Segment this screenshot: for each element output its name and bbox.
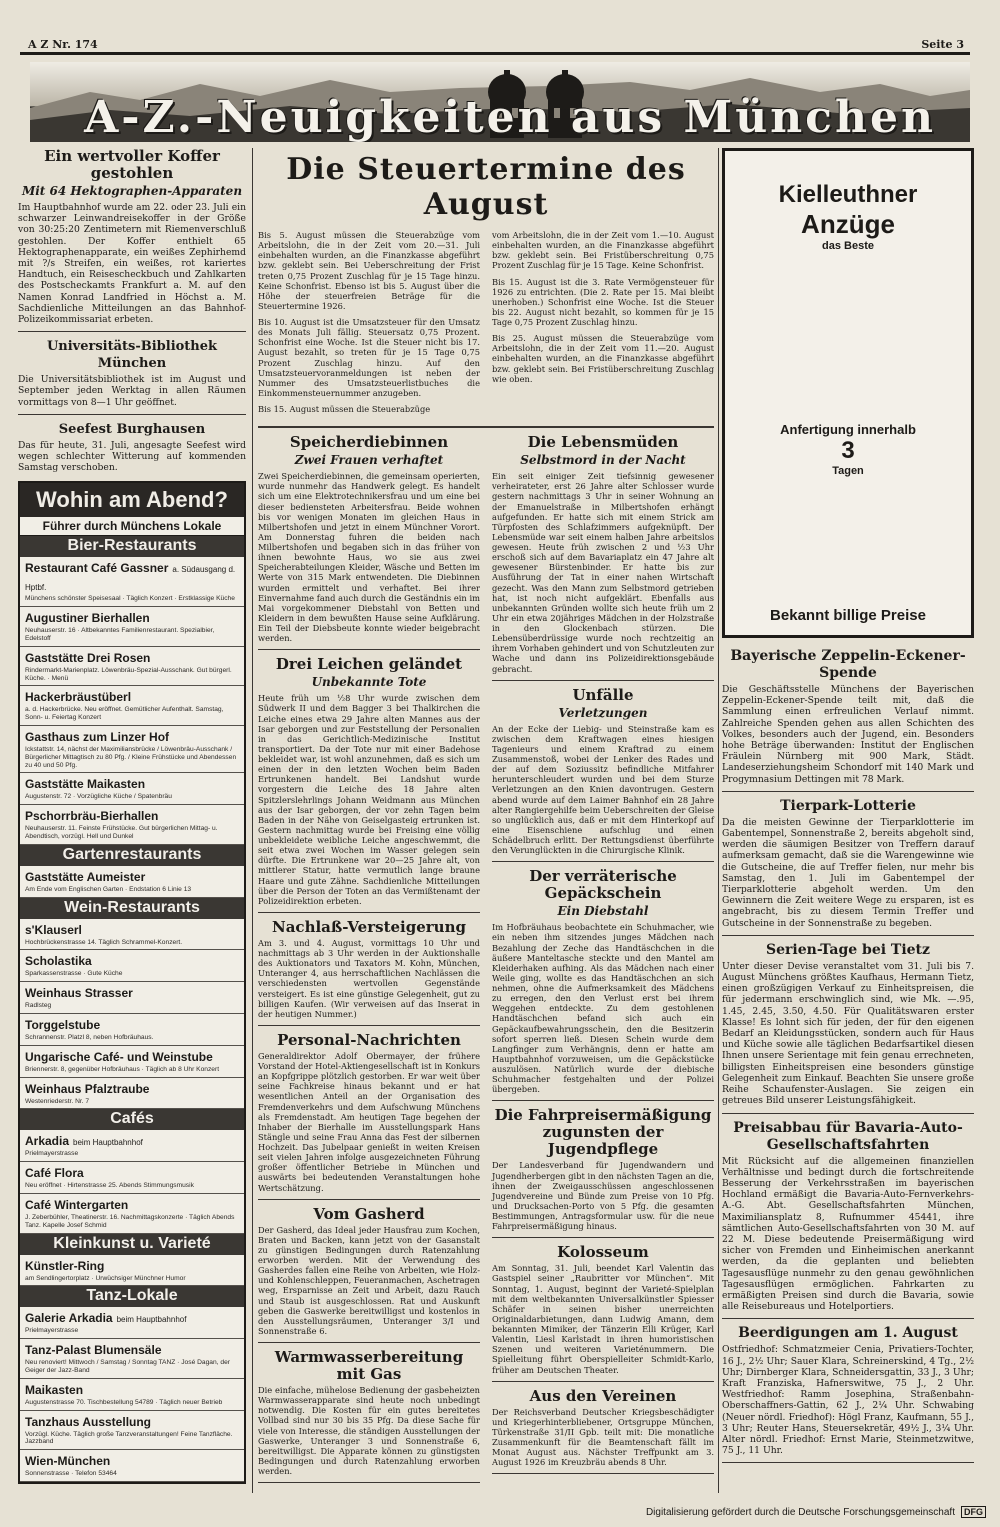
divider: [492, 1237, 714, 1238]
article: [258, 1206, 480, 1343]
credit-text: Digitalisierung gefördert durch die Deutsche Forschungsgemeinschaft: [645, 1507, 955, 1518]
lead-article-body: [258, 230, 714, 420]
ad-days-label: Tagen: [832, 465, 864, 477]
venue-listing: [20, 1194, 244, 1234]
venue-name: Gaststätte Aumeister: [25, 869, 146, 884]
article-text: Das für heute, 31. Juli, angesagte Seefest wird wegen schlechter Witterung auf kommenden Samstag verschoben.: [18, 439, 246, 474]
venue-details: Westenriederstr. Nr. 7: [25, 1097, 90, 1105]
article: [18, 338, 246, 408]
divider: [492, 1381, 714, 1382]
venue-name: Arkadia: [25, 1134, 70, 1149]
divider: [18, 414, 246, 415]
venue-listing: [20, 1411, 244, 1451]
article: [492, 1107, 714, 1238]
venue-listing: [20, 982, 244, 1014]
article-subtitle: Ein Diebstahl: [557, 904, 649, 919]
article-title: Kolosseum: [557, 1243, 649, 1262]
venue-details: J. Zeberbühler, Theatinerstr. 16. Nachmittagskonzerte · Täglich Abends Tanz. Kapelle Josef Schmid: [25, 1213, 235, 1229]
article-title: Die Fahrpreisermäßigung zugunsten der Jugendpflege: [494, 1106, 712, 1159]
venue-details: Sparkassenstrasse · Gute Küche: [25, 970, 123, 978]
venue-details: Rindermarkt-Marienplatz. Löwenbräu-Spezial-Ausschank. Gut bürgerl. Küche. · Menü: [25, 666, 232, 682]
divider: [722, 1462, 974, 1463]
venue-listing: [20, 1379, 244, 1411]
venue-name: Tanzhaus Ausstellung: [25, 1414, 152, 1429]
venue-name: Ungarische Café- und Weinstube: [25, 1049, 213, 1064]
divider: [258, 1342, 480, 1343]
article-text: Bis 5. August müssen die Steuerabzüge vom Arbeitslohn, die in der Zeit vom 20.—31. Juli einbehalten wurden, an die Finanzkasse abgeführt bzw. geklebt sein. Bei Ueberschreitung der Frist treten 0,75 Prozent Zuschlag für je 15 Tage hinzu. Keine Schonfrist. Ebenso ist bis 5. August über die Höhe der steuerfreien Beträge für die Steuertermine 1926.: [258, 230, 480, 311]
venue-name: Galerie Arkadia: [25, 1311, 113, 1326]
article-text: Mit Rücksicht auf die allgemeinen finanziellen Verhältnisse und bedingt durch die fortschreitende Besserung der Verkehrsstraßen im bayerischen Hochland ermäßigt die Bavaria-Auto-Fernverkehrs-A.-G. Abt. Gesellschaftsfahrten München, Maximiliansplatz 8, Rufnummer 45441, ihre sämtlichen Auto-Gesellschaftsfahrten von 30 M. auf 22 M. Diese bedeutende Preisermäßigung wird sicher von Fremden und Einheimischen anerkannt werden, da die geplanten und beliebten Tagesausflüge nunmehr zu den genau gewöhnlichen Tagesausflügen ermöglichen. Fahrkarten zu ermäßigten Preisen sind durch die Bavaria, sowie alle Reisebureaus und Hotelportiers.: [722, 1155, 974, 1313]
issue-number: A Z Nr. 174: [28, 38, 98, 51]
divider: [258, 912, 480, 913]
ad-headline: Wohin am Abend?: [20, 483, 244, 517]
article: [722, 1325, 974, 1463]
venue-name: Tanz-Palast Blumensäle: [25, 1343, 162, 1358]
venue-details: Neu eröffnet · Hirtenstrasse 25. Abends Stimmungsmusik: [25, 1182, 194, 1190]
venue-name: s'Klauserl: [25, 922, 82, 937]
venue-name: Restaurant Café Gassner: [25, 561, 169, 576]
article-title: Serien-Tage bei Tietz: [766, 941, 930, 958]
article: [258, 1349, 480, 1483]
venue-listing: [20, 557, 244, 607]
article-text: Im Hofbräuhaus beobachtete ein Schuhmacher, wie ein neben ihm sitzendes junges Mädchen nach Bezahlung der Zeche das Handtäschchen in die äußere Manteltasche steckte und den Mantel am Kleiderhaken aufhing. Als das Mädchen nach einer Weile ging, wollte es das Handtäschchen an sich nehmen, ohne die Aufmerksamkeit des Mädchens zu erregen, den den Verlust erst bei ihrem Weggehen entdeckte. Zu dem gestohlenen Handtäschchen befand sich auch ein Gepäckaufbewahrungsschein, den die Besitzerin sofort sperren ließ. Diesen Schein wurde dem Langfinger zum Verhängnis, denn er hatte am Hauptbahnhof vorzuweisen, um die Gepäckstücke auszulösen. Natürlich wurde der diebische Schuhmacher festgehalten und der Polizei übergeben.: [492, 922, 714, 1095]
right-articles: [722, 648, 974, 1463]
divider: [492, 680, 714, 681]
venue-name: Gaststätte Drei Rosen: [25, 650, 151, 665]
article: [492, 1244, 714, 1381]
article-text: Bis 15. August ist die 3. Rate Vermögensteuer für 1926 zu entrichten. (Die 2. Rate per 15. Mai bleibt unerhoben.) Schonfrist eine Woche. Ist die Steuer bis 22. August nicht bezahlt, so kommen für je 15 Tage 0,75 Prozent Zuschlag hinzu.: [492, 276, 714, 327]
venue-listing: [20, 1255, 244, 1287]
ad-price-claim: Bekannt billige Preise: [770, 607, 926, 624]
divider: [722, 1113, 974, 1114]
article-subtitle: Selbstmord in der Nacht: [520, 453, 686, 468]
divider: [18, 331, 246, 332]
ad-section-header: Gartenrestaurants: [20, 845, 244, 866]
article: [258, 434, 480, 650]
venue-details: Hochbrückenstrasse 14. Täglich Schrammel-Konzert.: [25, 938, 183, 946]
header-rule: [20, 52, 970, 55]
venue-location: beim Hauptbahnhof: [116, 1315, 187, 1325]
column-left: [18, 148, 246, 1484]
digitization-credit: [646, 1506, 986, 1518]
article-text: Bis 10. August ist die Umsatzsteuer für den Umsatz des Monats Juli fällig. Steuersatz 0,75 Prozent. Schonfrist eine Woche. Ist die Steuer nicht bis 17. August bezahlt, so treten für je 15 Tage 0,75 Prozent Zuschlag hinzu. Auf den Umsatzsteuervoranmeldungen ist neben der Nummer des Umsatzsteuerlistbuches die Einkommensteuernummer anzugeben.: [258, 317, 480, 398]
venue-listing: [20, 919, 244, 951]
article-subtitle: Zwei Frauen verhaftet: [294, 453, 444, 468]
column-divider: [252, 148, 253, 1493]
article-text: Da die meisten Gewinne der Tierparklotterie im Gabentempel, Sonnenstraße 2, bereits abgeholt sind, werden die säumigen Besitzer von Treffern darauf aufmerksam gemacht, daß sie die Warengewinne wie die Gutscheine, die auf Treffer fielen, nur mehr bis Samstag, den 1. Juli im Gabentempel der Tierparklotterie abgeholt werden. Um den Gewinnern die Zeit weitere Wege zu ersparen, ist es angebracht, bis zu diesem Termin Treffer und Gutscheine in der Sonnenstraße zu begeben.: [722, 816, 974, 929]
venue-name: Café Wintergarten: [25, 1197, 129, 1212]
venue-details: Ickstattstr. 14, nächst der Maximiliansbrücke / Löwenbräu-Ausschank / Bürgerlicher Mittagtisch zu 80 Pfg. / Kleine Frühstücke und Abendessen zu 40 und 50 Pfg.: [25, 746, 237, 769]
article: [258, 656, 480, 913]
divider: [492, 861, 714, 862]
venue-details: Schrannenstr. Platzl 8, neben Hofbräuhaus.: [25, 1034, 154, 1041]
article-text: Der Landesverband für Jugendwandern und Jugendherbergen gibt in den nächsten Tagen an die, ihnen der Zweigausschüssen angeschlossenen Jugendvereine und Bünde zum Preise von 10 Pfg. und Drucksachen-Porto von 5 Pfg. die gesamten Bestimmungen, Antragsformular usw. für die neue Fahrpreisermäßigung hinaus.: [492, 1160, 714, 1232]
venue-listing: [20, 1339, 244, 1379]
venue-name: Café Flora: [25, 1166, 84, 1181]
article-title: Tierpark-Lotterie: [780, 797, 916, 814]
news-subcolumn-right: [492, 434, 714, 1489]
article: [492, 687, 714, 863]
article-subtitle: Mit 64 Hektographen-Apparaten: [21, 184, 243, 198]
article-title: Ein wertvoller Koffer gestohlen: [44, 147, 220, 182]
column-right: [722, 148, 974, 1469]
article-title: Unfälle: [572, 685, 634, 704]
venue-listing: [20, 950, 244, 982]
venue-listing: [20, 1130, 244, 1162]
article-title: Aus den Vereinen: [529, 1386, 677, 1405]
article: [18, 421, 246, 474]
article-title: Der verräterische Gepäckschein: [529, 867, 677, 903]
divider: [258, 1025, 480, 1026]
lead-article-title: Die Steuertermine des August: [286, 152, 686, 222]
nightlife-guide-ad: [18, 481, 246, 1484]
venue-name: Wien-München: [25, 1454, 111, 1469]
venue-details: Augustenstrasse 70. Tischbestellung 54789 · Täglich neuer Betrieb: [25, 1398, 223, 1406]
divider: [722, 791, 974, 792]
banner-title: A-Z.-Neuigkeiten aus München: [84, 92, 936, 142]
column-divider: [718, 148, 719, 1493]
article-text: Die einfache, mühelose Bedienung der gasbeheizten Warmwasserapparate sind heute noch unbedingt notwendig. Die Kosten für ein gutes bereitetes Vollbad sind nur 30 bis 35 Pfg. Da diese Sache für viele von Interesse, die ständigen Ausstellungen der Gaswerke, Unteranger 3 und Sonnenstraße 6, bereitwilligst. Die Apparate können zu günstigsten Bedingungen und durch Ratenzahlung erworben werden.: [258, 1385, 480, 1476]
venue-details: Augustenstr. 72 · Vorzügliche Küche / Spatenbräu: [25, 793, 172, 801]
venue-listing: [20, 866, 244, 898]
ad-subheadline: Führer durch Münchens Lokale: [20, 517, 244, 536]
venue-listing: [20, 1014, 244, 1046]
article-text: vom Arbeitslohn, die in der Zeit vom 1.—10. August einbehalten wurden, an die Finanzkasse abgeführt bzw. geklebt sein. Bei Fristüberschreitung 0,75 Prozent Zuschlag für je 15 Tage. Keine Schonfrist.: [492, 230, 714, 271]
article: [492, 1388, 714, 1475]
venue-details: Radlsteg: [25, 1002, 52, 1010]
article-text: Ostfriedhof: Schmatzmeier Cenia, Privatiers-Tochter, 16 J., 2½ Uhr; Sauer Klara, Schreinerskind, 4 Tg., 2½ Uhr; Dirnberger Klara, Schneidersgattin, 33 J., 3 Uhr; Kraft Franziska, Hafnerswitwe, 75 J., 2 Uhr. Westfriedhof: Ramm Josephina, Straßenbahn-Oberschaffners-Gattin, 62 J., 2¼ Uhr. Schwabing (Neuer nördl. Friedhof): Högl Franz, Kaufmann, 55 J., 3 Uhr; Reuter Hans, Steuersekretär, 49½ J., 3¼ Uhr. Alter nördl. Friedhof: Ernst Marie, Steinmetzwitwe, 75 J., 11 Uhr.: [722, 1344, 974, 1457]
article-text: Heute früh um ½8 Uhr wurde zwischen dem Südwerk II und dem Bagger 3 bei Thalkirchen die Leiche eines etwa 29 Jahre alten Mannes aus der Isar geborgen und zur Feststellung der Personalien in das Gerichtlich-Medizinische Institut transportiert. Da der Tote nur mit einer Badehose bekleidet war, ist wohl anzunehmen, daß es sich um einen der in den letzten Wochen beim Baden Ertrunkenen handelt. Bei Landshut wurde vorgestern die Leiche des 18 Jahre alten Spitzlerslehrlings Johann Weidmann aus München aus der Isar geborgen, der vor zehn Tagen beim Baden in der Nähe von Geiselgasteig ertrunken ist. Gestern nachmittag wurde bei Freising eine völlig unbekleidete weibliche Leiche angeschwemmt, die seit etwa zwei Wochen im Wasser gelegen sein dürfte. Die Ertrunkene war 20—25 Jahre alt, von mittlerer Statur, hatte vermutlich lange braune Haare und gute Zähne. Sachdienliche Mitteilungen über die Person der Toten an das Vermißtenamt der Polizeidirektion erbeten.: [258, 693, 480, 906]
ad-days-number: 3: [841, 437, 855, 464]
article-title: Beerdigungen am 1. August: [738, 1325, 958, 1342]
article-title: Seefest Burghausen: [58, 421, 206, 437]
venue-details: am Sendlingertorplatz · Urwüchsiger Münchner Humor: [25, 1274, 186, 1282]
venue-details: Münchens schönster Speisesaal · Täglich Konzert · Erstklassige Küche: [25, 595, 235, 603]
ad-section-header: Cafés: [20, 1109, 244, 1130]
ad-offer: Anfertigung innerhalb: [780, 422, 916, 437]
article-text: Am Sonntag, 31. Juli, beendet Karl Valentin das Gastspiel seiner „Raubritter vor München“. Mit Sonntag, 1. August, beginnt der Varieté-Spielplan mit dem weltbekannten Universalkünstler Spiesser Schäfer in seinen bisher unerreichten Originaldarbietungen, dann Ludwig Amann, dem bekannten Mimiker, der Tänzerin Elli Krüger, Karl Valentin, Liesl Karlstadt in ihren humoristischen Szenen und weiteren Varieténummern. Die Spielleitung führt Oberspielleiter Schmidt-Karlo, früher am Deutschen Theater.: [492, 1263, 714, 1375]
ad-section-header: Bier-Restaurants: [20, 536, 244, 557]
venue-details: Sonnenstrasse · Telefon 53464: [25, 1470, 117, 1478]
venue-details: Vorzügl. Küche. Täglich große Tanzveranstaltungen! Feine Tanzfläche. Jazzband: [25, 1430, 233, 1446]
ad-section-header: Wein-Restaurants: [20, 898, 244, 919]
ad-sections: [20, 536, 244, 1482]
divider: [492, 1100, 714, 1101]
venue-name: Maikasten: [25, 1382, 84, 1397]
article: [18, 148, 246, 325]
article-text: Generaldirektor Adolf Obermayer, der frühere Vorstand der Hotel-Aktiengesellschaft ist in Konkurs an Kopfgrippe plötzlich gestorben. Er war weit über seine Fachkreise hinaus bekannt und er hat wesentlichen Anteil an der Organisation des Fremdenverkehrs und dem Aufschwung Münchens als Fremdenstadt. Am heutigen Tage begehen der Inhaber der Bierhalle im Ausstellungspark Hans Stängle und seine Frau Anna das Fest der silbernen Hochzeit. Das Jubelpaar genießt in weiten Kreisen seit vielen Jahren infolge ausgezeichneten Führung großer öffentlicher Betriebe in München und auswärts bei bedeutenden Veranstaltungen hohe Wertschätzung.: [258, 1050, 480, 1193]
venue-listing: [20, 773, 244, 805]
divider: [722, 1318, 974, 1319]
divider: [722, 935, 974, 936]
venue-name: Scholastika: [25, 954, 92, 969]
article-text: Der Reichsverband Deutscher Kriegsbeschädigter und Kriegerhinterbliebener, Ortsgruppe München, Türkenstraße 31/II Gpb. teilt mit: Die monatliche Zusammenkunft für die Beamtenschaft fällt im Monat August aus. Nächster Treffpunkt am 3. August 1926 im Kreuzbräu abends 8 Uhr.: [492, 1406, 714, 1468]
venue-listing: [20, 607, 244, 647]
article-title: Die Lebensmüden: [527, 433, 679, 452]
venue-listing: [20, 647, 244, 687]
venue-name: Torggelstube: [25, 1018, 101, 1032]
article-title: Nachlaß-Versteigerung: [272, 917, 466, 936]
venue-details: Prielmayerstrasse: [25, 1150, 79, 1158]
venue-details: Briennerstr. 8, gegenüber Hofbräuhaus · Täglich ab 8 Uhr Konzert: [25, 1065, 220, 1073]
venue-listing: [20, 726, 244, 773]
article: [258, 919, 480, 1026]
article-title: Bayerische Zeppelin-Eckener-Spende: [730, 648, 966, 681]
article-title: Preisabbau für Bavaria-Auto-Gesellschaftsfahrten: [733, 1119, 963, 1153]
venue-location: beim Hauptbahnhof: [73, 1138, 143, 1148]
venue-name: Künstler-Ring: [25, 1258, 105, 1273]
article-text: Zwei Speicherdiebinnen, die gemeinsam operierten, wurde nunmehr das Handwerk gelegt. Es handelt sich um eine Elektrotechnikersfrau und um eine bei dieser bediensteten Arbeitersfrau. Beide wohnen bis vor wenigen Monaten im gleichen Haus in Milbertshofen und jetzt in einem Münchner Vorort. Am Donnerstag fuhren die beiden nach Milbertshofen und begaben sich in das früher von ihnen bewohnte Haus, wo sie aus zwei Speicherabteilungen Kleider, Wäsche und Betten im Werte von 315 Mark entwendeten. Die Diebinnen wurden ermittelt und verhaftet. Bei ihrer Einvernahme fand auch durch die Geständnis ein im Mai vorgekommener Diebstahl von Betten und Kleidern in dem bewußten Hause seine Aufklärung. Ein Teil der Diebsbeute konnte wieder beigebracht werden.: [258, 471, 480, 644]
venue-details: Neuhauserstr. 16 · Altbekanntes Familienrestaurant. Spezialbier, Edelstoff: [25, 627, 215, 643]
page-number: Seite 3: [921, 38, 964, 51]
ad-section-header: Tanz-Lokale: [20, 1286, 244, 1307]
venue-name: Pschorrbräu-Bierhallen: [25, 809, 159, 824]
divider: [258, 426, 714, 428]
venue-name: Hackerbräustüberl: [25, 690, 132, 705]
article-title: Personal-Nachrichten: [277, 1030, 461, 1049]
venue-details: Prielmayerstrasse: [25, 1327, 79, 1335]
venue-name: Weinhaus Strasser: [25, 986, 133, 1001]
article-text: Ein seit einiger Zeit tiefsinnig gewesener verheirateter, erst 26 Jahre alter Schlosser wurde gestern nachmittags 3 Uhr in seiner Wohnung an der Emanuelstraße in Milbertshofen erhängt aufgefunden. Er hatte sich mit einem Strick am Türpfosten des Schlafzimmers aufgeknüpft. Der Lebensmüde war seit einem halben Jahre arbeitslos gewesen. Heute früh zwischen 2 und ½3 Uhr erschoß sich auf dem Bavariaplatz ein 47 Jahre alt gewesener Bürstenbinder. Er hatte bis zur Ausführung der Tat in einer nahen Wirtschaft gezecht. Was den Mann zum Selbstmord getrieben hat, ist noch nicht aufgeklärt. Ebenfalls aus unbekannten Gründen wollte sich heute früh um 2 Uhr ein etwa 20jähriges Mädchen in der Holzstraße in den Glockenbach stürzen. Die Lebensüberdrüssige wurde noch rechtzeitig an ihrem Vorhaben gehindert und von Schutzleuten zur Wache und dann ins Polizeidirektionsgebäude gebracht.: [492, 471, 714, 674]
divider: [258, 649, 480, 650]
ad-tagline: das Beste: [822, 240, 874, 252]
article: [258, 1032, 480, 1200]
article-text: Bis 25. August müssen die Steuerabzüge vom Arbeitslohn, die in der Zeit vom 11.—20. August einbehalten wurden, an die Finanzkasse abgeführt bzw. geklebt sein. Bei Fristüberschreitung Zuschlag wie oben.: [492, 333, 714, 384]
news-subcolumn-left: [258, 434, 480, 1489]
venue-listing: [20, 1046, 244, 1078]
ad-section-header: Kleinkunst u. Varieté: [20, 1234, 244, 1255]
section-banner: [30, 62, 970, 142]
venue-listing: [20, 686, 244, 726]
article-title: Warmwasserbereitung mit Gas: [274, 1348, 464, 1383]
article: [722, 798, 974, 936]
venue-details: a. d. Hackerbrücke. Neu eröffnet. Gemütlicher Aufenthalt. Samstag, Sonn- u. Feiertag Konzert: [25, 706, 224, 722]
column-middle: [258, 148, 714, 1489]
venue-name: Augustiner Bierhallen: [25, 611, 150, 626]
article: [722, 648, 974, 792]
article: [492, 868, 714, 1101]
article-text: Am 3. und 4. August, vormittags 10 Uhr und nachmittags ab 3 Uhr werden in der Auktionshalle des Auktionators und Taxators M. Kohn, München, Unteranger 4, aus herrschaftlichen Nachlässen die verschiedensten wertvollen Gegenstände versteigert. Es ist eine günstige Gelegenheit, gut zu billigen Kaufen. (Wir verweisen auf das Inserat in der heutigen Nummer.): [258, 937, 480, 1019]
venue-listing: [20, 1307, 244, 1339]
venue-details: Neu renoviert! Mittwoch / Samstag / Sonntag TANZ · José Dagan, der Geiger der Jazz-Band: [25, 1359, 230, 1374]
article-subtitle: Unbekannte Tote: [311, 675, 427, 690]
ad-brand: Kielleuthner: [778, 181, 918, 208]
venue-details: Neuhauserstr. 11. Feinste Frühstücke. Gut bürgerlichen Mittag- u. Abendtisch, vorzügl. Hell und Dunkel: [25, 825, 218, 841]
article-subtitle: Verletzungen: [558, 705, 648, 720]
venue-listing: [20, 805, 244, 845]
venue-name: Weinhaus Pfalztraube: [25, 1081, 150, 1096]
article-text: Bis 15. August müssen die Steuerabzüge: [258, 404, 431, 414]
article: [722, 942, 974, 1114]
article-title: Drei Leichen geländet: [275, 655, 463, 674]
article-text: An der Ecke der Liebig- und Steinstraße kam es zwischen dem Kraftwagen eines hiesigen Tagenieurs und einem Kraftrad zu einem Zusammenstoß, wobei der Lenker des Rades und der auf dem Soziussitz befindliche Mitfahrer herunterschleudert wurden und bei dem Sturze Verletzungen an den Knien davontrugen. Gestern abend wurde auf dem Laimer Bahnhof ein 28 Jahre alter Rangiergehilfe beim Ueberschreiten der Gleise so unglücklich aus, daß er mit dem Hinterkopf auf eine Eisenschiene aufschlug und einen Schädelbruch erlitt. Der Rettungsdienst überführte den Verunglückten in die Chirurgische Klinik.: [492, 723, 714, 856]
article-text: Die Universitätsbibliothek ist im August und September jeden Werktag in allen Räumen vormittags von 8—1 Uhr geöffnet.: [18, 374, 246, 408]
venue-location: a. Südausgang d. Hptbf.: [25, 565, 236, 593]
venue-name: Gaststätte Maikasten: [25, 777, 146, 792]
article: [492, 434, 714, 681]
venue-listing: [20, 1078, 244, 1110]
divider: [492, 1473, 714, 1474]
venue-listing: [20, 1162, 244, 1194]
article-title: Universitäts-Bibliothek München: [46, 339, 218, 372]
divider: [258, 1199, 480, 1200]
venue-name: Gasthaus zum Linzer Hof: [25, 730, 170, 745]
article-title: Speicherdiebinnen: [289, 433, 449, 452]
article-text: Unter dieser Devise veranstaltet vom 31. Juli bis 7. August Münchens größtes Kaufhaus, Hermann Tietz, einen großzügigen Verkauf zu Einheitspreisen, die für jedermann erschwinglich sind, wie Mk. —.95, 1.45, 2.45, 3.50, 4.50. Für Qualitätswaren erster Klasse! Es lohnt sich für jeden, der für den eigenen Bedarf an Kleidungsstücken, sondern auch für Haus und Küche sowie alle täglichen Bedarfsartikel diesen Ihnen unsere Serientage mit fein genau errechneten, billigsten Einheitspreisen eine besonders günstige Gelegenheit zum Einkauf. Beachten Sie unsere große Reihe Schaufenster-Auslagen. Sie zeigen ein getreues Bild unserer Leistungsfähigkeit.: [722, 960, 974, 1107]
article-text: Im Hauptbahnhof wurde am 22. oder 23. Juli ein schwarzer Leinwandreisekoffer in der Größe von 30:25:20 Zentimetern mit Riemenverschluß gestohlen. Der Koffer enthielt 65 Hektographenapparate, ein weißes Zephirhemd mit ?/s Streifen, ein weißes, rot kariertes Handtuch, ein Reisescheckbuch und Zahlkarten des Postscheckamts Frankfurt a. M. auf den Namen Konrad Landfried in Höchst a. M. Sachdienliche Mitteilungen an das Bahnhof-Polizeikommissariat erbeten.: [18, 202, 246, 326]
venue-listing: [20, 1450, 244, 1482]
venue-details: Am Ende vom Englischen Garten · Endstation 6 Linie 13: [25, 885, 192, 893]
kielleuthner-ad: [722, 148, 974, 638]
dfg-logo: DFG: [961, 1506, 986, 1518]
article-title: Vom Gasherd: [313, 1204, 425, 1223]
article-text: Die Geschäftsstelle Münchens der Bayerischen Zeppelin-Eckener-Spende teilt mit, daß die Sammlung einen erfreulichen Verlauf nimmt. Zahlreiche Spenden gehen aus allen Schichten des Volkes, besonders auch der Jugend, ein. Besonders hohe Beträge überwanden: Institut der Englischen Fräulein Nürnberg mit 900 Mark, Städt. Landeserziehungsheim Schondorf mit 140 Mark und Progymnasium Dettingen mit 78 Mark.: [722, 684, 974, 785]
divider: [258, 1482, 480, 1483]
article-text: Der Gasherd, das Ideal jeder Hausfrau zum Kochen, Braten und Backen, kann jetzt von der Gasanstalt zu günstigen Bedingungen durch Ratenzahlung erworben werden. Mit der Verwendung des Gasherdes fallen eine Reihe von Arbeiten, wie Holz- und Kohlenschleppen, Feueranmachen, Aschetragen weg, Ersparnisse an Zeit und Arbeit, dazu Rauch und Staub ist ausgeschlossen. Rat und Auskunft geben die Gaswerke bereitwilligst und kostenlos in den Ausstellungsräumen, Unteranger 3/I und Sonnenstraße 6.: [258, 1224, 480, 1336]
ad-product: Anzüge: [801, 209, 895, 239]
article: [722, 1120, 974, 1320]
news-columns: [258, 434, 714, 1489]
